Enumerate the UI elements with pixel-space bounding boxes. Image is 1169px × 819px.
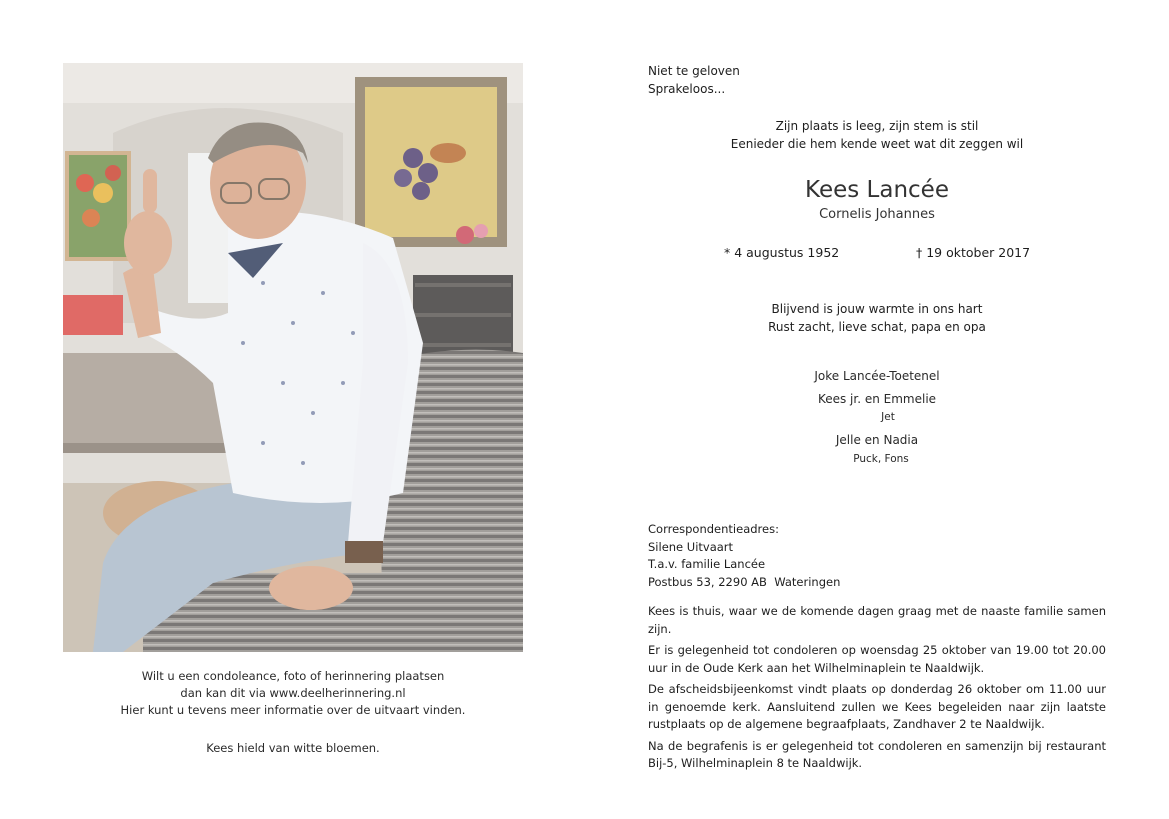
opening-line-1: Niet te geloven (648, 64, 740, 78)
poem-line: Blijvend is jouw warmte in ons hart (771, 302, 983, 316)
caption-line: Hier kunt u tevens meer informatie over de uitvaart vinden. (120, 703, 466, 717)
caption-line: dan kan dit via www.deelherinnering.nl (180, 686, 406, 700)
info-paragraph: Na de begrafenis is er gelegenheid tot condoleren en samenzijn bij restaurant Bij-5, Wilhelminaplein 8 te Naaldwijk. (648, 738, 1106, 770)
given-names: Cornelis Johannes (819, 207, 935, 222)
caption-line: Wilt u een condoleance, foto of herinnering plaatsen (141, 669, 445, 683)
poem-line: Zijn plaats is leeg, zijn stem is stil (775, 119, 979, 133)
address-line: Silene Uitvaart (648, 539, 734, 554)
opening-line-2: Sprakeloos... (648, 82, 726, 96)
opening-lines (648, 62, 1106, 98)
poem-top (648, 117, 1106, 153)
address-line: T.a.v. familie Lancée (648, 557, 766, 571)
condolence-caption (63, 668, 523, 719)
info-paragraph: De afscheidsbijeenkomst vindt plaats op donderdag 26 oktober om 11.00 uur in genoemde kerk. Aansluitend zullen we Kees begeleiden naar zijn laatste rustplaats op de algemene begraafplaats, Zandhaver 2 te Naaldwijk. (648, 682, 1106, 731)
family-grandchildren-2: Puck, Fons (853, 453, 909, 465)
portrait-photo-icon (63, 63, 523, 652)
info-paragraph: Kees is thuis, waar we de komende dagen graag met de naaste familie samen zijn. (648, 604, 1106, 636)
family-child-1: Kees jr. en Emmelie (817, 392, 937, 406)
death-date: † 19 oktober 2017 (916, 245, 1031, 260)
family-child-2: Jelle en Nadia (835, 433, 919, 447)
correspondence-address (648, 521, 1106, 591)
family-grandchildren-1: Jet (881, 411, 895, 423)
funeral-information (648, 603, 1106, 777)
birth-date: * 4 augustus 1952 (724, 245, 840, 260)
deceased-name: Kees Lancée (805, 177, 949, 203)
address-line: Postbus 53, 2290 AB Wateringen (648, 574, 841, 589)
correspondence-label: Correspondentieadres: (648, 522, 779, 536)
family-spouse: Joke Lancée-Toetenel (814, 369, 940, 383)
portrait-photo (63, 63, 523, 652)
flowers-note: Kees hield van witte bloemen. (206, 741, 380, 755)
poem-bottom (648, 300, 1106, 336)
poem-line: Rust zacht, lieve schat, papa en opa (768, 320, 986, 334)
info-paragraph: Er is gelegenheid tot condoleren op woensdag 25 oktober van 19.00 tot 20.00 uur in de Oude Kerk aan het Wilhelminaplein te Naaldwijk. (648, 643, 1106, 675)
poem-line: Eenieder die hem kende weet wat dit zeggen wil (730, 137, 1024, 151)
